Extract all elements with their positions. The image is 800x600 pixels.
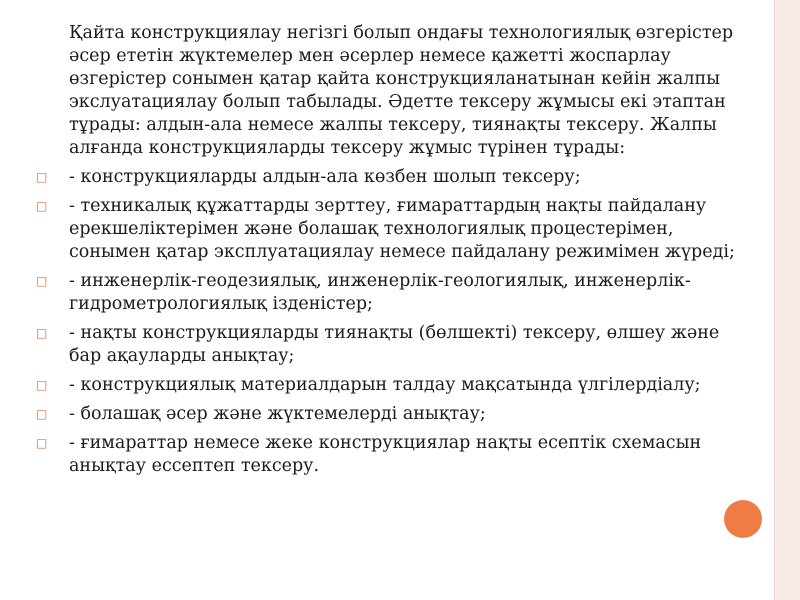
list-item-text: - техникалық құжаттарды зерттеу, ғимараттардың нақты пайдалану ерекшеліктерімен және болашақ технологиялық процестерімен, сонымен қатар эксплуатациялау немесе пайдалану режимімен жүреді; (69, 196, 735, 262)
list-item-text: - конструкциялық материалдарын талдау мақсатында үлгілердіалу; (69, 375, 701, 395)
checkbox-outline-icon: □ (36, 378, 48, 392)
list-item (36, 322, 756, 368)
list-item (36, 195, 756, 264)
list-item (36, 403, 756, 426)
checkbox-outline-icon: □ (36, 274, 48, 288)
checkbox-outline-icon: □ (36, 407, 48, 421)
list-item-text: - болашақ әсер және жүктемелерді анықтау; (69, 404, 486, 424)
list-item-text: - ғимараттар немесе жеке конструкциялар нақты есептік схемасын анықтау ессептеп тексеру. (69, 433, 702, 476)
checkbox-outline-icon: □ (36, 436, 48, 450)
list-item (36, 166, 756, 189)
checkbox-outline-icon: □ (36, 199, 48, 213)
intro-paragraph: Қайта конструкциялау негізгі болып ондағы технологиялық өзгерістер әсер ететін жүктемелер мен әсерлер немесе қажетті жоспарлау өзгерістер сонымен қатар қайта конструкцияланатынан кейін жалпы экслуатациялау болып табылады. Әдетте тексеру жұмысы екі этаптан тұрады: алдын-ала немесе жалпы тексеру, тиянақты тексеру. Жалпы алғанда конструкцияларды тексеру жұмыс түрінен тұрады: (69, 23, 734, 158)
checkbox-outline-icon: □ (36, 326, 48, 340)
list-item (36, 432, 756, 478)
list-item (36, 374, 756, 397)
list-item (36, 270, 756, 316)
list-item-text: - конструкцияларды алдын-ала көзбен шолып тексеру; (69, 167, 581, 187)
orange-circle-decoration (724, 500, 762, 538)
checkbox-outline-icon: □ (36, 170, 48, 184)
right-decorative-band (775, 0, 800, 600)
list-item-text: - инженерлік-геодезиялық, инженерлік-геологиялық, инженерлік-гидрометрологиялық ізденістер; (69, 271, 691, 314)
slide-body (36, 22, 756, 484)
bullet-list (36, 166, 756, 478)
list-item-text: - нақты конструкцияларды тиянақты (бөлшекті) тексеру, өлшеу және бар ақауларды анықтау; (69, 323, 720, 366)
